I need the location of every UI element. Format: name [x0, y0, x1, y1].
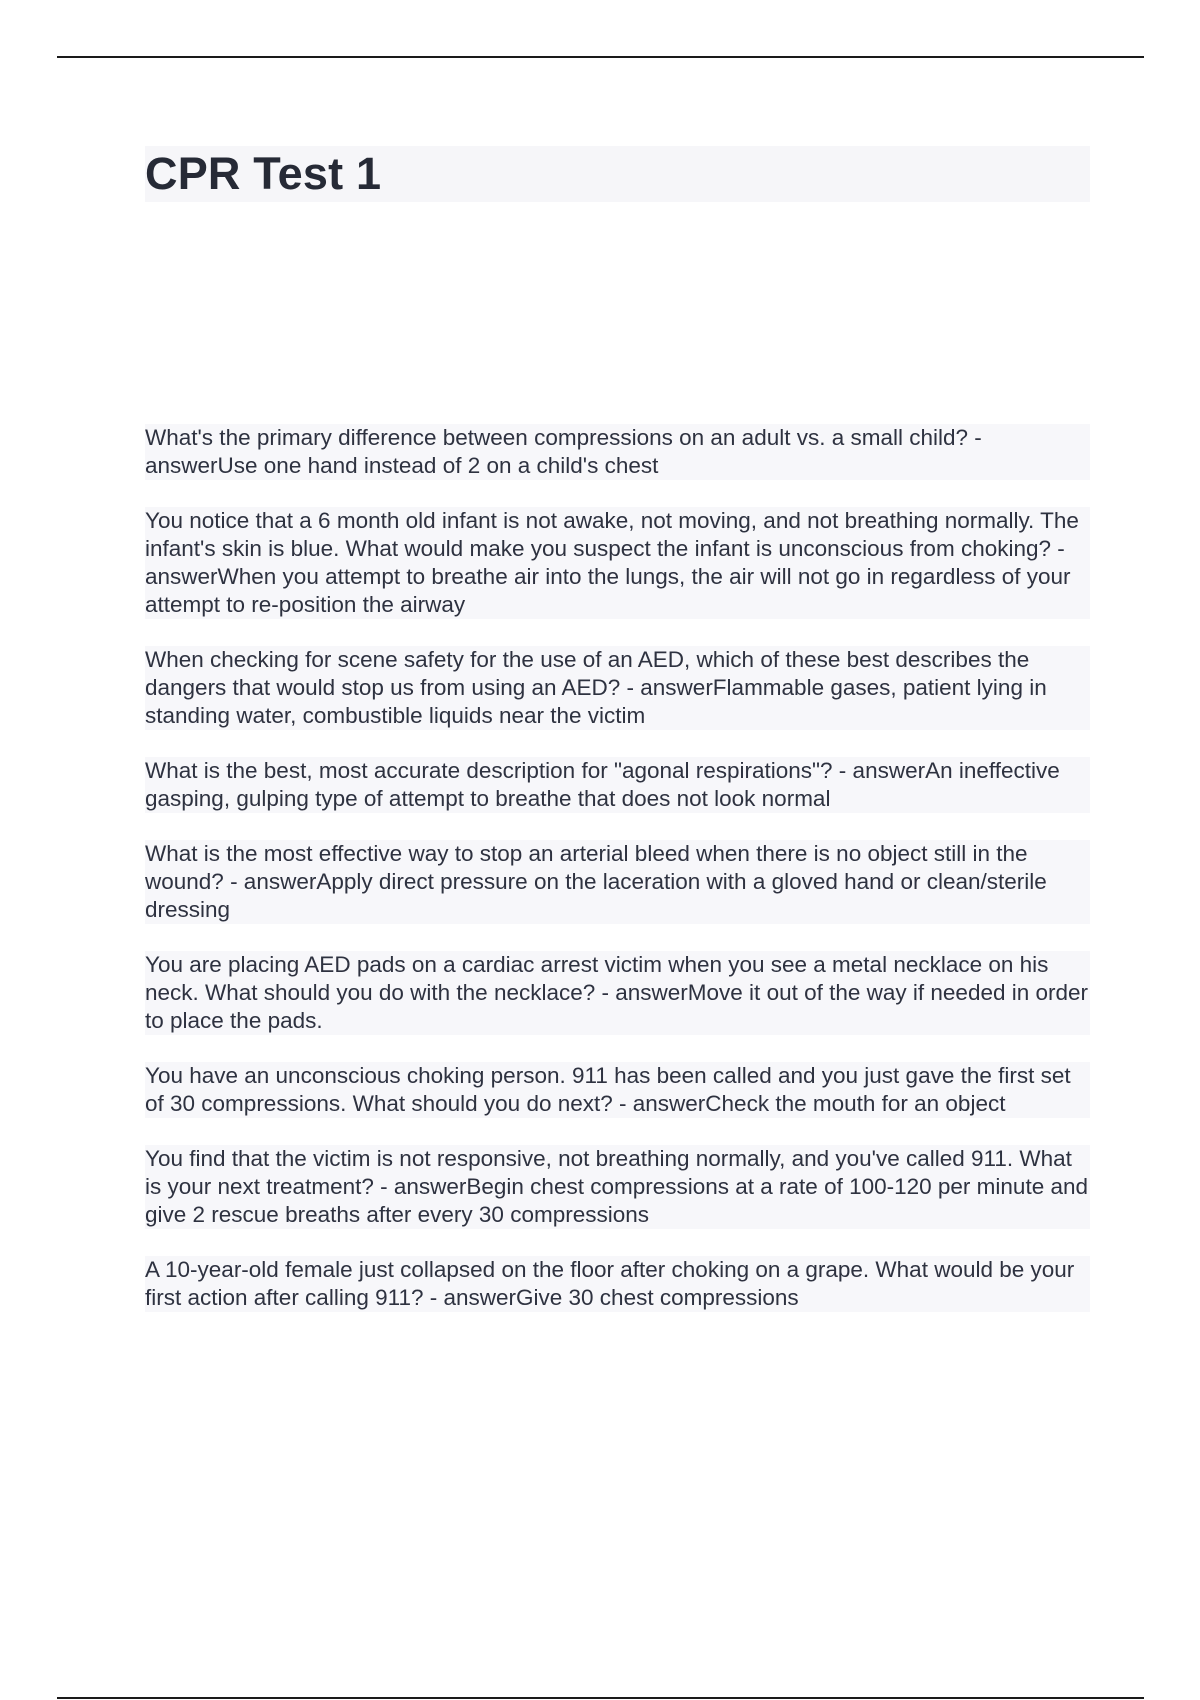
- qa-item: You have an unconscious choking person. 911 has been called and you just gave the first set of 30 compressions. What should you do next? - answerCheck the mouth for an object: [145, 1062, 1090, 1118]
- qa-list: [145, 424, 1090, 1339]
- qa-item: You notice that a 6 month old infant is not awake, not moving, and not breathing normally. The infant's skin is blue. What would make you suspect the infant is unconscious from choking? - answerWhen you attempt to breathe air into the lungs, the air will not go in regardless of your attempt to re-position the airway: [145, 507, 1090, 619]
- qa-item: You find that the victim is not responsive, not breathing normally, and you've called 911. What is your next treatment? - answerBegin chest compressions at a rate of 100-120 per minute and give 2 rescue breaths after every 30 compressions: [145, 1146, 1089, 1227]
- qa-item: When checking for scene safety for the use of an AED, which of these best describes the dangers that would stop us from using an AED? - answerFlammable gases, patient lying in standing water, combustible liquids near the victim: [145, 646, 1090, 730]
- top-divider: [57, 56, 1144, 58]
- qa-item: A 10-year-old female just collapsed on the floor after choking on a grape. What would be your first action after calling 911? - answerGive 30 chest compressions: [145, 1256, 1090, 1312]
- title-block: [145, 146, 1090, 202]
- bottom-divider: [57, 1697, 1144, 1699]
- qa-item: You are placing AED pads on a cardiac arrest victim when you see a metal necklace on his neck. What should you do with the necklace? - answerMove it out of the way if needed in order to place the pads.: [145, 952, 1089, 1033]
- qa-item: What's the primary difference between compressions on an adult vs. a small child? - answerUse one hand instead of 2 on a child's chest: [145, 424, 1090, 480]
- qa-item: What is the most effective way to stop an arterial bleed when there is no object still in the wound? - answerApply direct pressure on the laceration with a gloved hand or clean/sterile dressing: [145, 840, 1090, 924]
- page-title: CPR Test 1: [145, 148, 382, 199]
- qa-item: What is the best, most accurate description for "agonal respirations"? - answerAn ineffective gasping, gulping type of attempt to breathe that does not look normal: [145, 757, 1090, 813]
